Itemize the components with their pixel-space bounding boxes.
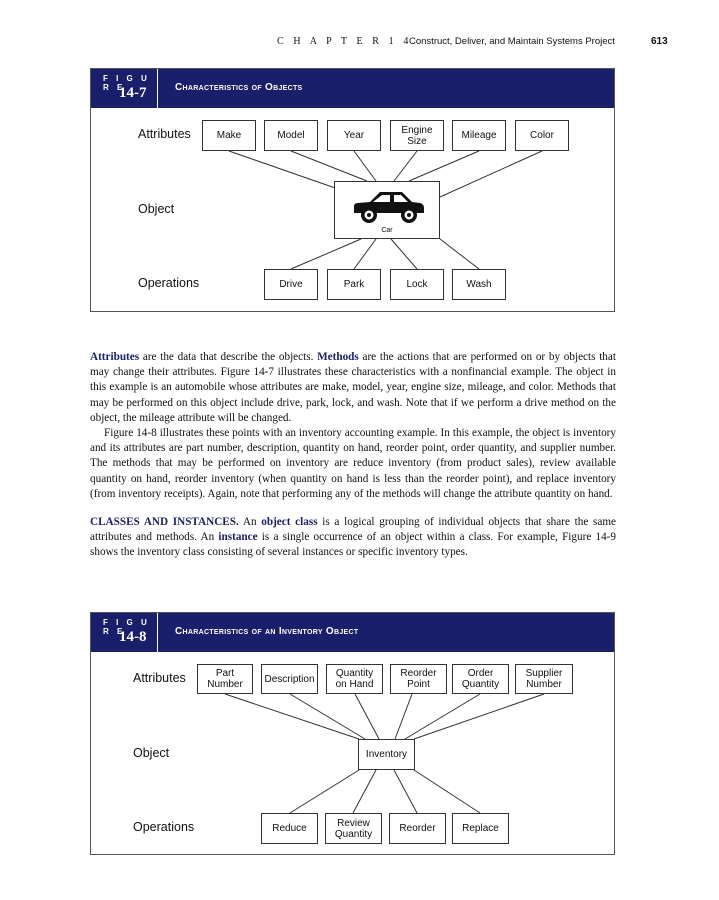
operation-review-quantity: Review Quantity bbox=[325, 813, 382, 844]
operation-lock: Lock bbox=[390, 269, 444, 300]
figure-caption: Characteristics of Objects bbox=[175, 82, 303, 93]
operations-row-label: Operations bbox=[138, 276, 200, 290]
paragraph-1: Attributes are the data that describe the objects. Methods are the actions that are performed on or by objects that may change their attributes. Figure 14-7 illustrates these characteristics with a nonfinancial example. The object in this example is an automobile whose attributes are make, model, year, engine size, mileage, and color. Methods that may be performed on this object include drive, park, lock, and wash. Note that if we perform a drive method on the object, the mileage attribute will be changed. bbox=[90, 351, 616, 424]
attribute-reorder-point: Reorder Point bbox=[390, 664, 447, 694]
operation-wash: Wash bbox=[452, 269, 506, 300]
attribute-mileage: Mileage bbox=[452, 120, 506, 151]
object-inventory-box: Inventory bbox=[358, 739, 415, 770]
figure-number: 14-8 bbox=[119, 629, 147, 645]
attribute-color: Color bbox=[515, 120, 569, 151]
chapter-label: C H A P T E R 1 4 bbox=[277, 36, 412, 47]
figure-14-7 bbox=[90, 68, 615, 312]
figure-label: F I G U R E bbox=[103, 74, 150, 92]
body-text bbox=[90, 350, 616, 561]
keyword-object-class: object class bbox=[261, 516, 318, 529]
figure-14-8 bbox=[90, 612, 615, 855]
operation-reduce: Reduce bbox=[261, 813, 318, 844]
attribute-quantity-on-hand: Quantity on Hand bbox=[326, 664, 383, 694]
attribute-supplier-number: Supplier Number bbox=[515, 664, 573, 694]
keyword-instance: instance bbox=[218, 531, 258, 544]
object-car-box bbox=[334, 181, 440, 239]
operation-drive: Drive bbox=[264, 269, 318, 300]
paragraph-3: CLASSES AND INSTANCES. An object class is a logical grouping of individual objects that share the same attributes and methods. An instance is a single occurrence of an object within a class. For example, Figure 14-9 shows the inventory class consisting of several instances or specific inventory types. bbox=[90, 516, 617, 559]
keyword-methods: Methods bbox=[317, 351, 359, 363]
paragraph-2: Figure 14-8 illustrates these points with an inventory accounting example. In this example, the object is inventory and its attributes are part number, description, quantity on hand, reorder point, order quantity, and supplier number. The methods that may be performed on inventory are reduce inventory (from product sales), review available quantity on hand, reorder inventory (when quantity on hand is less than the reorder point), and replace inventory (from inventory receipts). Again, note that performing any of the methods will change the attribute quantity on hand. bbox=[90, 427, 616, 500]
operation-park: Park bbox=[327, 269, 381, 300]
attribute-part-number: Part Number bbox=[197, 664, 253, 694]
car-icon bbox=[348, 188, 428, 224]
attribute-description: Description bbox=[261, 664, 318, 694]
attribute-order-quantity: Order Quantity bbox=[452, 664, 509, 694]
figure-caption: Characteristics of an Inventory Object bbox=[175, 626, 359, 637]
attribute-year: Year bbox=[327, 120, 381, 151]
attributes-row-label: Attributes bbox=[138, 127, 191, 141]
object-row-label: Object bbox=[138, 202, 175, 216]
attribute-engine-size: Engine Size bbox=[390, 120, 444, 151]
page-number: 613 bbox=[651, 36, 668, 47]
section-heading: CLASSES AND INSTANCES. bbox=[90, 516, 239, 529]
operations-row-label: Operations bbox=[133, 820, 195, 834]
figure-label: F I G U R E bbox=[103, 618, 150, 636]
figure-number: 14-7 bbox=[119, 85, 147, 101]
operation-replace: Replace bbox=[452, 813, 509, 844]
operation-reorder: Reorder bbox=[389, 813, 446, 844]
running-head bbox=[0, 36, 719, 50]
attributes-row-label: Attributes bbox=[133, 671, 186, 685]
attribute-make: Make bbox=[202, 120, 256, 151]
object-label: Car bbox=[381, 227, 393, 234]
chapter-title: Construct, Deliver, and Maintain Systems Project bbox=[409, 36, 615, 47]
keyword-attributes: Attributes bbox=[90, 351, 140, 363]
object-row-label: Object bbox=[133, 746, 170, 760]
attribute-model: Model bbox=[264, 120, 318, 151]
